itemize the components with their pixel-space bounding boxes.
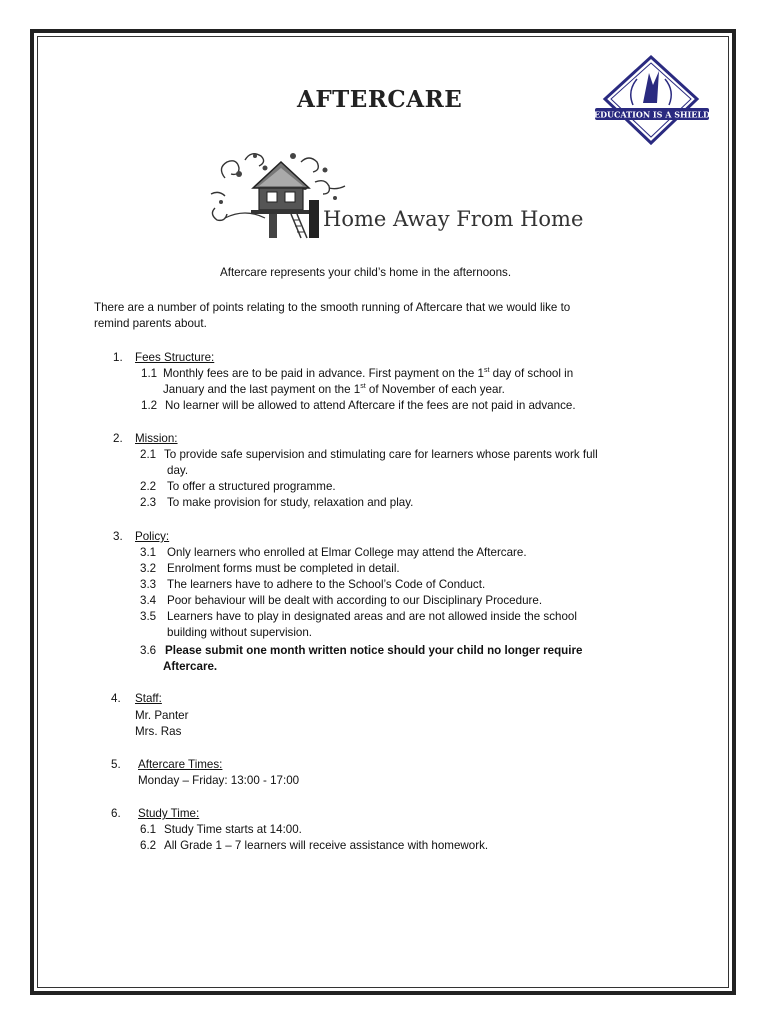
list-item-number: 3.1: [140, 546, 157, 559]
section-number: 5.: [111, 758, 121, 771]
list-item-number: 2.1: [140, 448, 157, 461]
section-number: 2.: [113, 432, 123, 445]
section-number: 3.: [113, 530, 123, 543]
section-number: 6.: [111, 807, 121, 820]
section-heading-staff: Staff:: [135, 692, 162, 705]
section-heading-fees: Fees Structure:: [135, 351, 215, 364]
list-item-continuation: building without supervision.: [167, 626, 313, 639]
aftercare-times-value: Monday – Friday: 13:00 - 17:00: [138, 774, 300, 787]
intro-paragraph-line1: There are a number of points relating to the smooth running of Aftercare that we would like to: [94, 301, 571, 314]
intro-paragraph-line2: remind parents about.: [94, 317, 207, 330]
logo-motto: EDUCATION IS A SHIELD: [594, 109, 710, 120]
intro-line: Aftercare represents your child’s home in the afternoons.: [220, 266, 512, 279]
list-item-continuation-emphasis: Aftercare.: [163, 660, 218, 673]
list-item-number: 2.2: [140, 480, 157, 493]
list-item-number: 3.2: [140, 562, 157, 575]
staff-member: Mrs. Ras: [135, 725, 182, 738]
list-item-text: Poor behaviour will be dealt with according to our Disciplinary Procedure.: [167, 594, 543, 607]
list-item-number: 3.6: [140, 644, 157, 657]
page-title: AFTERCARE: [297, 86, 463, 113]
list-item-text: To provide safe supervision and stimulating care for learners whose parents work full: [164, 448, 598, 461]
list-item-number: 2.3: [140, 496, 157, 509]
section-heading-policy: Policy:: [135, 530, 170, 543]
list-item-number: 6.2: [140, 839, 157, 852]
list-item-text: To offer a structured programme.: [167, 480, 336, 493]
list-item-text: Only learners who enrolled at Elmar College may attend the Aftercare.: [167, 546, 527, 559]
list-item-number: 6.1: [140, 823, 157, 836]
list-item-text: Study Time starts at 14:00.: [164, 823, 302, 836]
list-item-text-emphasis: Please submit one month written notice should your child no longer require: [165, 644, 583, 657]
list-item-text: Enrolment forms must be completed in detail.: [167, 562, 400, 575]
list-item-number: 3.5: [140, 610, 157, 623]
section-heading-times: Aftercare Times:: [138, 758, 223, 771]
list-item-number: 3.4: [140, 594, 157, 607]
list-item-continuation: day.: [167, 464, 189, 477]
list-item-continuation: January and the last payment on the 1st of November of each year.: [163, 383, 505, 396]
section-number: 4.: [111, 692, 121, 705]
treehouse-illustration: [205, 148, 584, 240]
section-heading-study: Study Time:: [138, 807, 200, 820]
section-number: 1.: [113, 351, 123, 364]
section-heading-mission: Mission:: [135, 432, 178, 445]
school-logo: [593, 55, 711, 147]
list-item-text: To make provision for study, relaxation and play.: [167, 496, 414, 509]
staff-member: Mr. Panter: [135, 709, 189, 722]
list-item-text: Learners have to play in designated areas and are not allowed inside the school: [167, 610, 577, 623]
list-item-number: 1.2: [141, 399, 158, 412]
list-item-text: The learners have to adhere to the School’s Code of Conduct.: [167, 578, 486, 591]
list-item-text: Monthly fees are to be paid in advance. First payment on the 1st day of school in: [163, 367, 574, 380]
home-away-from-home-text: Home Away From Home: [323, 207, 584, 231]
list-item-number: 1.1: [141, 367, 158, 380]
list-item-number: 3.3: [140, 578, 157, 591]
list-item-text: No learner will be allowed to attend Aftercare if the fees are not paid in advance.: [165, 399, 576, 412]
list-item-text: All Grade 1 – 7 learners will receive assistance with homework.: [164, 839, 489, 852]
